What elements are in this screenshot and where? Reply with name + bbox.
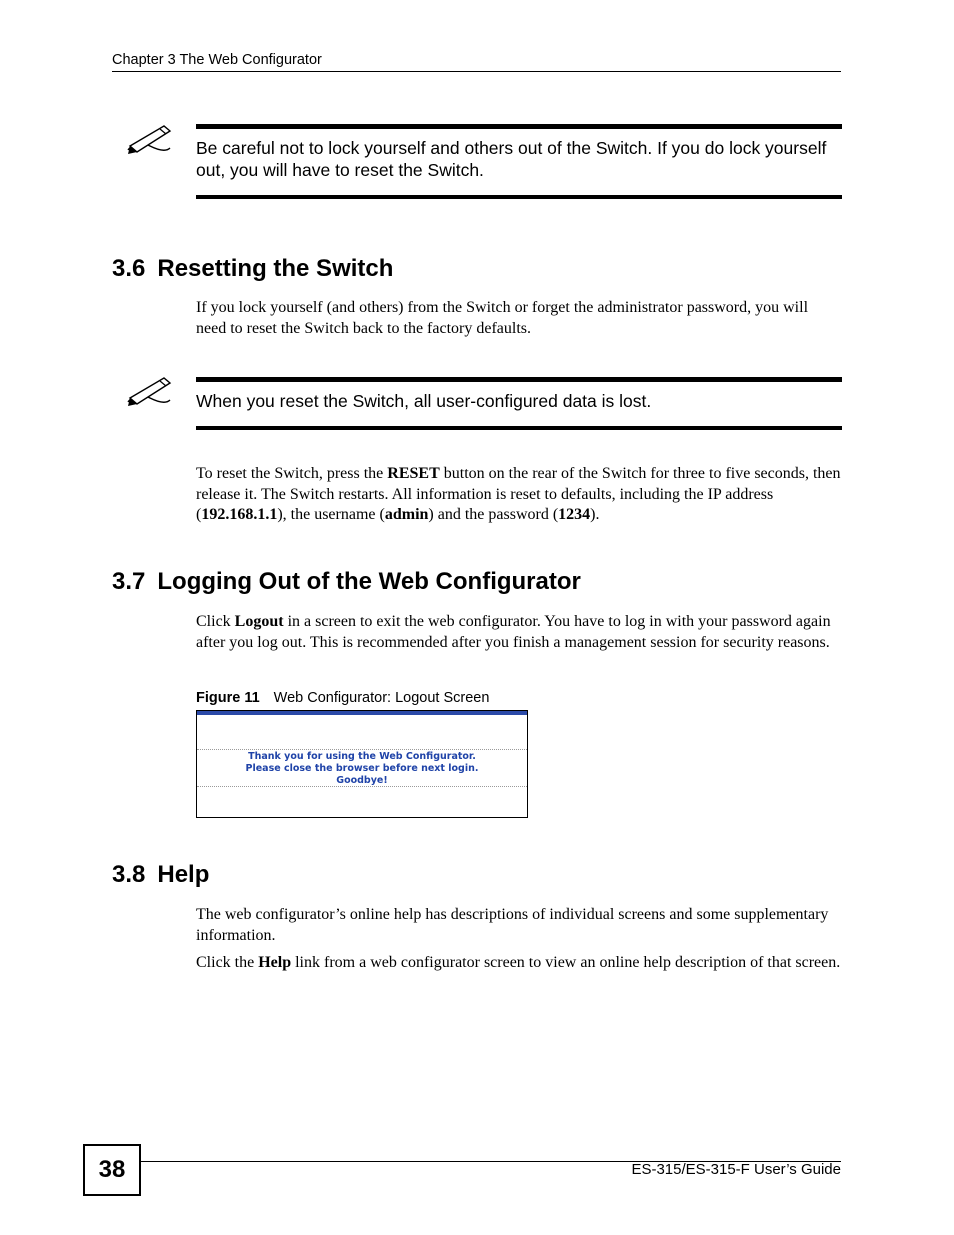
section-number: 3.7 <box>112 568 146 595</box>
figure-caption <box>196 690 489 706</box>
help-paragraph-1: The web configurator’s online help has descriptions of individual screens and some supplementary information. <box>196 906 829 944</box>
note-pen-icon <box>124 374 174 410</box>
note-rule-bottom <box>196 426 842 430</box>
note-text: Be careful not to lock yourself and others out of the Switch. If you do lock yourself out, you will have to reset the Switch. <box>196 138 827 180</box>
section-number: 3.6 <box>112 255 146 282</box>
note-rule-bottom <box>196 195 842 199</box>
section-heading-logout <box>112 568 581 596</box>
note-pen-icon <box>124 122 174 158</box>
note-text: When you reset the Switch, all user-configured data is lost. <box>196 391 652 411</box>
note-rule-top <box>196 124 842 129</box>
section-title: Resetting the Switch <box>157 255 394 282</box>
reset-instructions: To reset the Switch, press the RESET button on the rear of the Switch for three to five seconds, then release it. The Switch restarts. All information is reset to defaults, including the IP address (192.168.1.1), the username (admin) and the password (1234). <box>196 465 841 523</box>
header-rule <box>112 71 841 72</box>
page-number: 38 <box>83 1144 141 1196</box>
section-title: Help <box>157 861 210 888</box>
section-heading-help <box>112 861 209 889</box>
logout-message-line: Thank you for using the Web Configurator. <box>248 751 476 762</box>
dotted-divider <box>197 786 527 787</box>
reset-term: RESET <box>387 465 440 482</box>
logout-message-line: Goodbye! <box>336 775 388 786</box>
default-ip: 192.168.1.1 <box>201 506 278 523</box>
note-rule-top <box>196 377 842 382</box>
section-heading-resetting <box>112 255 393 283</box>
logout-screen-topbar <box>197 711 527 715</box>
default-username: admin <box>384 506 429 523</box>
logout-term: Logout <box>234 613 284 630</box>
help-paragraph-2: Click the Help link from a web configurator screen to view an online help description of that screen. <box>196 954 841 971</box>
resetting-intro: If you lock yourself (and others) from the Switch or forget the administrator password, you will need to reset the Switch back to the factory defaults. <box>196 299 809 337</box>
logout-paragraph: Click Logout in a screen to exit the web configurator. You have to log in with your password again after you log out. This is recommended after you finish a management session for security reasons. <box>196 613 831 651</box>
help-term: Help <box>258 954 292 971</box>
figure-title: Web Configurator: Logout Screen <box>273 690 490 706</box>
section-title: Logging Out of the Web Configurator <box>157 568 581 595</box>
footer-guide-title: ES-315/ES-315-F User’s Guide <box>631 1161 841 1178</box>
logout-screen-figure <box>196 710 528 818</box>
running-header: Chapter 3 The Web Configurator <box>112 52 322 68</box>
logout-message-line: Please close the browser before next login. <box>245 763 479 774</box>
dotted-divider <box>197 749 527 750</box>
section-number: 3.8 <box>112 861 146 888</box>
default-password: 1234 <box>558 506 591 523</box>
figure-label: Figure 11 <box>196 690 260 706</box>
